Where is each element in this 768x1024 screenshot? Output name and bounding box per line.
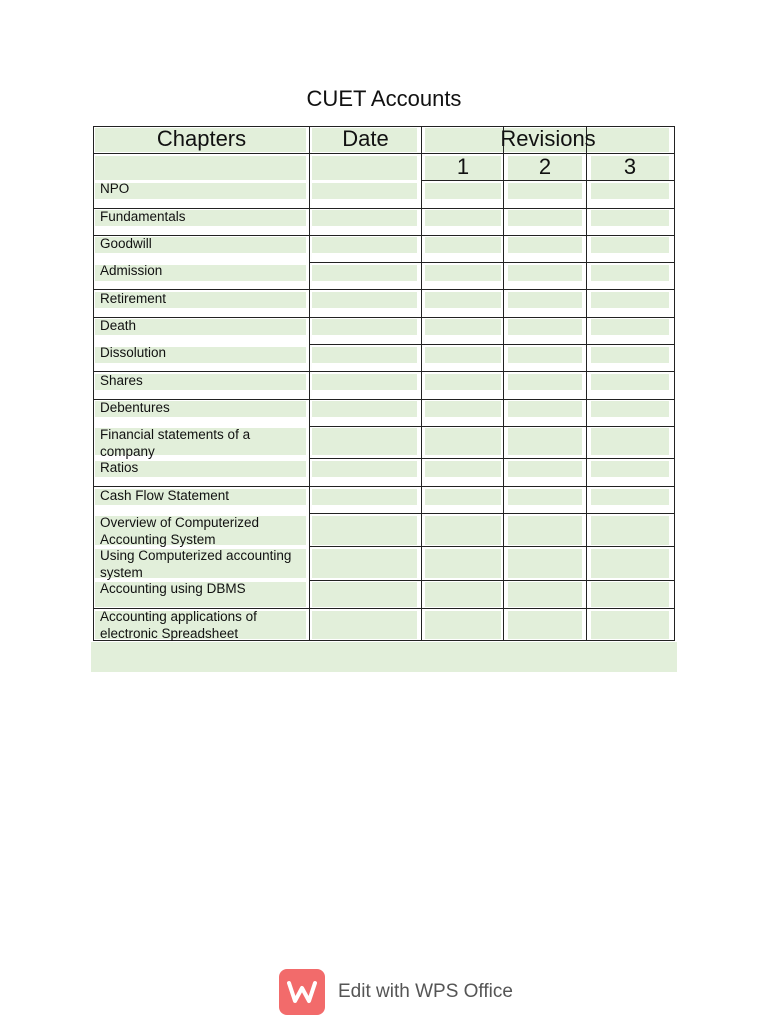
chapter-label: NPO	[100, 181, 130, 196]
header-revisions: Revisions	[500, 126, 596, 151]
chapter-label: Debentures	[100, 400, 170, 415]
table-horizontal-line	[309, 458, 675, 459]
table-vertical-line	[503, 126, 504, 641]
revision-number-1: 1	[456, 154, 470, 179]
table-horizontal-line	[93, 371, 675, 372]
table-horizontal-line	[93, 486, 675, 487]
wps-edit-label: Edit with WPS Office	[338, 981, 513, 1002]
chapter-label: Using Computerized accounting system	[100, 548, 292, 580]
table-horizontal-line	[309, 344, 675, 345]
chapter-label: Cash Flow Statement	[100, 488, 230, 503]
header-chapters: Chapters	[156, 126, 247, 151]
chapter-label: Ratios	[100, 460, 139, 475]
chapter-label: Overview of Computerized Accounting System	[100, 515, 260, 547]
revision-number-2: 2	[538, 154, 552, 179]
wps-logo-icon	[279, 969, 325, 1015]
chapter-label: Financial statements of a company	[100, 427, 251, 459]
chapter-label: Retirement	[100, 291, 167, 306]
table-horizontal-line	[309, 262, 675, 263]
header-date: Date	[342, 126, 389, 151]
table-vertical-line	[421, 126, 422, 641]
table-horizontal-line	[309, 513, 675, 514]
chapter-label: Shares	[100, 373, 143, 388]
chapter-label: Fundamentals	[100, 209, 186, 224]
chapter-label: Accounting applications of electronic Spreadsheet	[100, 609, 257, 641]
table-footer-band	[91, 642, 677, 672]
document-title: CUET Accounts	[306, 86, 462, 111]
chapter-label: Death	[100, 318, 137, 333]
chapter-label: Accounting using DBMS	[100, 581, 246, 596]
table-horizontal-line	[309, 546, 675, 547]
table-horizontal-line	[309, 580, 675, 581]
chapter-label: Goodwill	[100, 236, 152, 251]
chapter-label: Dissolution	[100, 345, 167, 360]
table-horizontal-line	[93, 289, 675, 290]
wps-office-badge[interactable]	[279, 969, 513, 1015]
table-vertical-line	[309, 126, 310, 641]
table-horizontal-line	[309, 426, 675, 427]
table-vertical-line	[586, 126, 587, 641]
revision-number-3: 3	[623, 154, 637, 179]
table-horizontal-line	[421, 180, 675, 181]
chapter-label: Admission	[100, 263, 163, 278]
